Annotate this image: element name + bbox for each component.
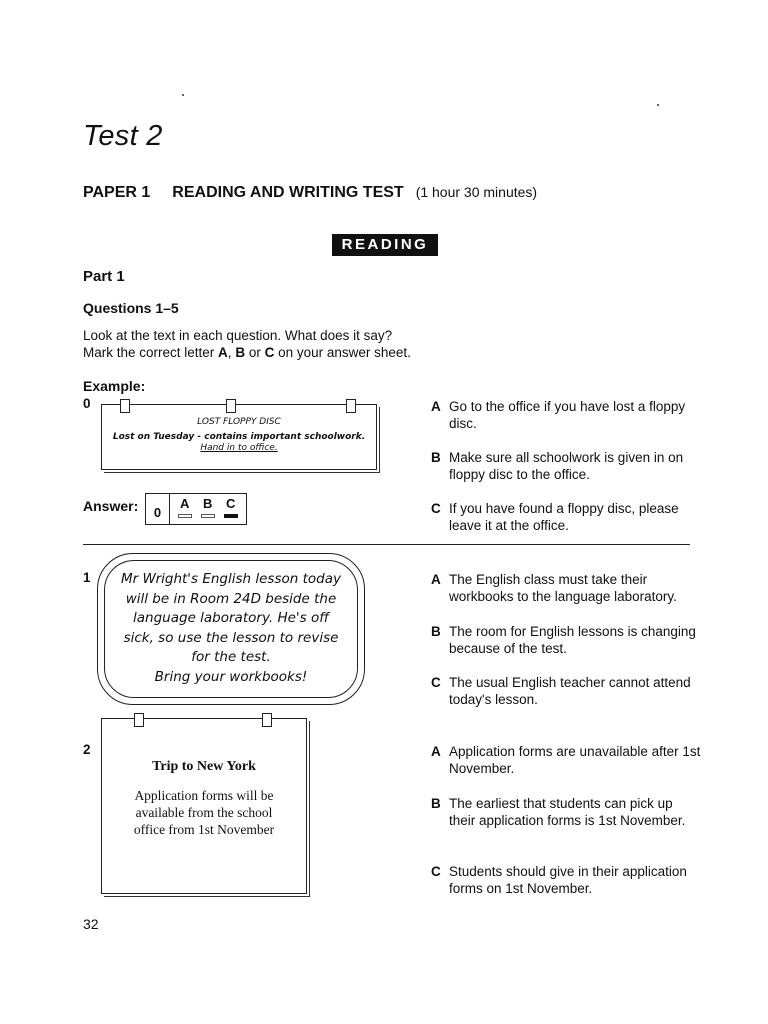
question-2-option-c: [431, 863, 701, 897]
option-letter: B: [431, 796, 441, 811]
option-text: Go to the office if you have lost a floppy disc.: [449, 399, 686, 431]
notice-line: sick, so use the lesson to revise: [123, 629, 339, 646]
example-option-c: [431, 500, 701, 534]
notice-clip: [120, 399, 130, 413]
option-letter: A: [431, 744, 441, 759]
question-1-notice: [110, 570, 352, 687]
option-text: The earliest that students can pick up their application forms is 1st November.: [449, 796, 686, 828]
instruction-line-2: [83, 345, 411, 360]
question-2-number: 2: [83, 742, 91, 757]
option-text: Students should give in their application forms on 1st November.: [449, 864, 687, 896]
letter-b: B: [235, 345, 246, 360]
notice-clip: [346, 399, 356, 413]
option-text: Application forms are unavailable after 1st November.: [449, 744, 701, 776]
example-notice: [101, 404, 377, 470]
paper-number: PAPER 1: [83, 184, 151, 201]
option-letter: B: [431, 450, 441, 465]
answer-grid: [145, 493, 247, 525]
section-badge: READING: [332, 234, 438, 256]
section-divider: [83, 544, 690, 545]
answer-mark-b: [201, 514, 215, 518]
notice-heading: LOST FLOPPY DISC: [197, 417, 281, 427]
option-text: The usual English teacher cannot attend today's lesson.: [449, 675, 691, 707]
option-text: The English class must take their workbooks to the language laboratory.: [449, 572, 677, 604]
notice-line: Mr Wright's English lesson today: [120, 571, 341, 587]
instruction-text: on your answer sheet.: [274, 345, 411, 360]
test-title: Test 2: [83, 120, 163, 152]
question-2-option-b: [431, 795, 701, 829]
answer-letter-a: A: [180, 496, 190, 511]
notice-line: language laboratory. He's off: [133, 610, 329, 626]
question-1-option-a: [431, 571, 701, 605]
example-option-a: [431, 398, 701, 432]
instruction-sep: or: [245, 345, 265, 360]
scan-dot: [182, 94, 184, 96]
paper-title: READING AND WRITING TEST: [172, 184, 404, 201]
question-1-option-b: [431, 623, 701, 657]
answer-number: 0: [146, 494, 170, 524]
example-option-b: [431, 449, 701, 483]
option-text: If you have found a floppy disc, please leave it at the office.: [449, 501, 679, 533]
option-letter: A: [431, 572, 441, 587]
notice-clip: [226, 399, 236, 413]
notice-title: Trip to New York: [152, 759, 256, 774]
notice-body: [102, 787, 306, 838]
notice-line: Application forms will be: [134, 788, 274, 803]
answer-label: Answer:: [83, 498, 139, 514]
letter-a: A: [218, 345, 228, 360]
answer-mark-a: [178, 514, 192, 518]
notice-line: Hand in to office.: [200, 443, 278, 453]
question-1-number: 1: [83, 570, 91, 585]
instruction-line-1: Look at the text in each question. What does it say?: [83, 328, 393, 343]
option-letter: C: [431, 864, 441, 879]
answer-letter-c: C: [226, 496, 236, 511]
option-text: Make sure all schoolwork is given in on floppy disc to the office.: [449, 450, 684, 482]
option-letter: A: [431, 399, 441, 414]
notice-clip: [134, 713, 144, 727]
example-number: 0: [83, 396, 91, 411]
answer-letters: [170, 494, 246, 524]
answer-mark-c-filled: [224, 514, 238, 518]
instruction-sep: ,: [227, 345, 236, 360]
notice-line: available from the school: [135, 805, 273, 820]
notice-line: Lost on Tuesday - contains important schoolwork.: [112, 432, 366, 442]
page-number: 32: [83, 916, 99, 932]
notice-line: for the test.: [191, 649, 271, 665]
option-letter: B: [431, 624, 441, 639]
paper-heading: [83, 184, 537, 202]
notice-line: Bring your workbooks!: [154, 668, 308, 685]
notice-line: will be in Room 24D beside the: [125, 590, 337, 607]
answer-letter-b: B: [203, 496, 213, 511]
questions-range: Questions 1–5: [83, 300, 179, 316]
option-letter: C: [431, 675, 441, 690]
scan-dot: [657, 104, 659, 106]
letter-c: C: [264, 345, 275, 360]
option-letter: C: [431, 501, 441, 516]
question-2-option-a: [431, 743, 701, 777]
question-1-option-c: [431, 674, 701, 708]
notice-line: office from 1st November: [133, 822, 275, 837]
option-text: The room for English lessons is changing because of the test.: [449, 624, 696, 656]
example-label: Example:: [83, 378, 146, 394]
question-2-notice: [101, 718, 307, 894]
instruction-text: Mark the correct letter: [83, 345, 219, 360]
paper-duration: (1 hour 30 minutes): [415, 184, 538, 200]
notice-clip: [262, 713, 272, 727]
part-title: Part 1: [83, 268, 125, 285]
